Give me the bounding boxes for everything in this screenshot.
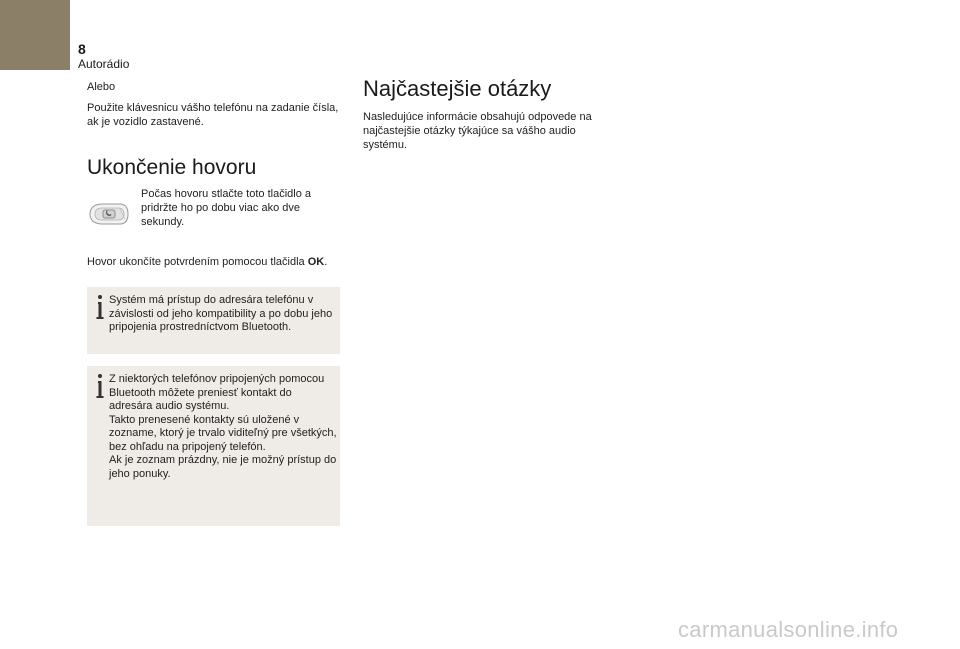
section-title: Autorádio xyxy=(78,57,130,71)
end-call-heading: Ukončenie hovoru xyxy=(87,156,257,179)
alebo-text: Alebo xyxy=(87,81,116,93)
confirm-text: Hovor ukončíte potvrdením pomocou tlačidla xyxy=(87,256,308,268)
info-note-2 xyxy=(87,366,340,526)
info-icon xyxy=(95,294,105,320)
watermark: carmanualsonline.info xyxy=(678,617,899,642)
info-note-2-text: Z niektorých telefónov pripojených pomocou Bluetooth môžete preniesť kontakt do adresára audio systému. Takto prenesené kontakty sú uložené v zozname, ktorý je trvalo viditeľný pre všetkých, bez ohľadu na pripojený telefón. Ak je zoznam prázdny, nie je možný prístup do jeho ponuky. xyxy=(109,373,337,480)
press-hold-instruction: Počas hovoru stlačte toto tlačidlo a pridržte ho po dobu viac ako dve sekundy. xyxy=(141,188,311,228)
confirm-text-end: . xyxy=(324,256,328,268)
info-note-1 xyxy=(87,287,340,354)
steering-wheel-phone-button-icon xyxy=(87,200,131,228)
chapter-tab xyxy=(0,0,70,70)
faq-heading: Najčastejšie otázky xyxy=(363,76,552,101)
page-number: 8 xyxy=(78,41,86,57)
keypad-instruction: Použite klávesnicu vášho telefónu na zadanie čísla, ak je vozidlo zastavené. xyxy=(87,102,339,128)
info-icon xyxy=(95,373,105,399)
info-note-1-text: Systém má prístup do adresára telefónu v závislosti od jeho kompatibility a po dobu jeho pripojenia prostredníctvom Bluetooth. xyxy=(109,294,333,333)
confirm-instruction xyxy=(87,255,347,269)
faq-intro: Nasledujúce informácie obsahujú odpovede na najčastejšie otázky týkajúce sa vášho audio systému. xyxy=(363,111,592,151)
ok-key-label: OK xyxy=(307,256,325,268)
